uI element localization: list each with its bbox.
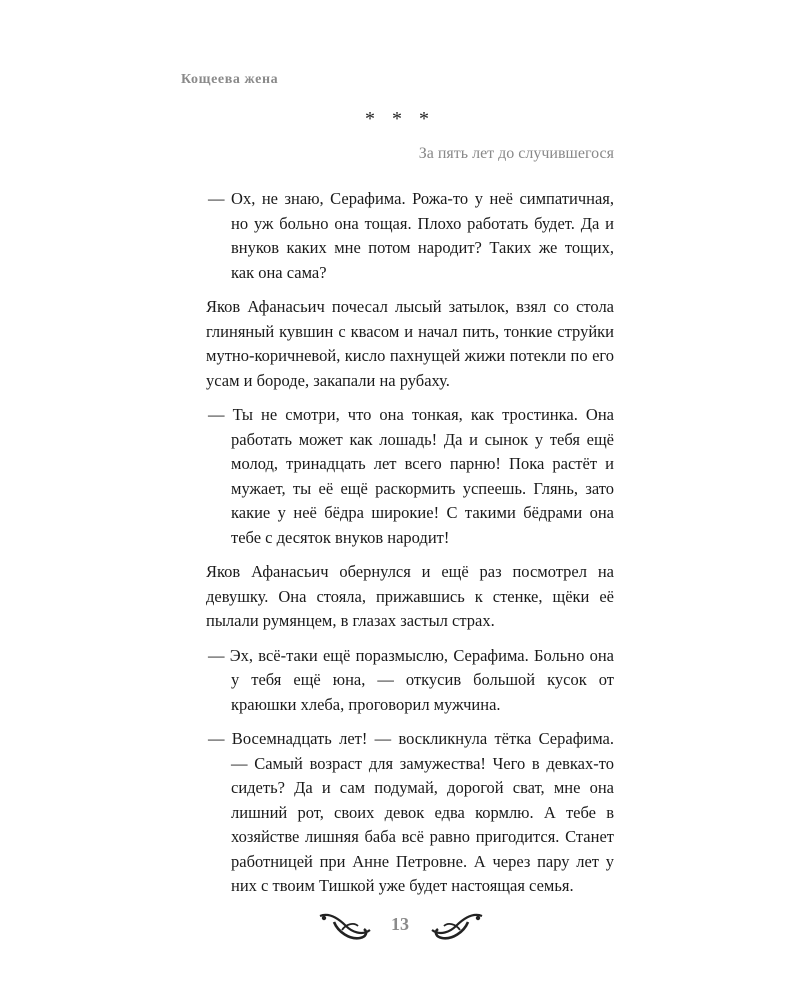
dialogue-paragraph: — Эх, всё-таки ещё поразмыслю, Серафима. Больно она у тебя ещё юна, — откусив большой кусок от краюшки хлеба, проговорил мужчина. (208, 645, 614, 714)
section-subtitle: За пять лет до случившегося (418, 145, 614, 162)
narrative-paragraph: Яков Афанасьич почесал лысый затылок, взял со стола глиняный кувшин с квасом и начал пить, тонкие струйки мутно-коричневой, кисло пахнущей жижи потекли по его усам и бороде, закапали на рубаху. (206, 297, 614, 390)
dialogue-paragraph: — Ты не смотри, что она тонкая, как тростинка. Она работать может как лошадь! Да и сынок у тебя ещё молод, тринадцать лет всего парню! Пока растёт и мужает, ты её ещё раскормить успеешь. Глянь, зато какие у неё бёдра широкие! С такими бёдрами она тебе с десяток внуков народит! (208, 405, 614, 547)
dialogue-paragraph: — Восемнадцать лет! — воскликнула тётка Серафима. — Самый возраст для замужества! Чего в девках-то сидеть? Да и сам подумай, дорогой сват, мне она лишний рот, своих девок едва кормлю. А тебе в хозяйстве лишняя баба всё равно пригодится. Станет работницей при Анне Петровне. А через пару лет у них с твоим Тишкой уже будет настоящая семья. (208, 729, 614, 895)
section-separator: * * * (365, 108, 435, 130)
flourish-ornament-right-icon (428, 910, 486, 946)
narrative-paragraph: Яков Афанасьич обернулся и ещё раз посмотрел на девушку. Она стояла, прижавшись к стенке, щёки её пылали румянцем, в глазах застыл страх. (206, 562, 614, 630)
dialogue-paragraph: — Ох, не знаю, Серафима. Рожа-то у неё симпатичная, но уж больно она тощая. Плохо работать будет. Да и внуков каких мне потом народит? Таких же тощих, как она сама? (208, 189, 614, 282)
running-title: Кощеева жена (181, 72, 279, 87)
flourish-ornament-left-icon (316, 910, 374, 946)
body-text (208, 187, 614, 909)
page-footer (0, 910, 800, 950)
page-number: 13 (391, 914, 409, 934)
